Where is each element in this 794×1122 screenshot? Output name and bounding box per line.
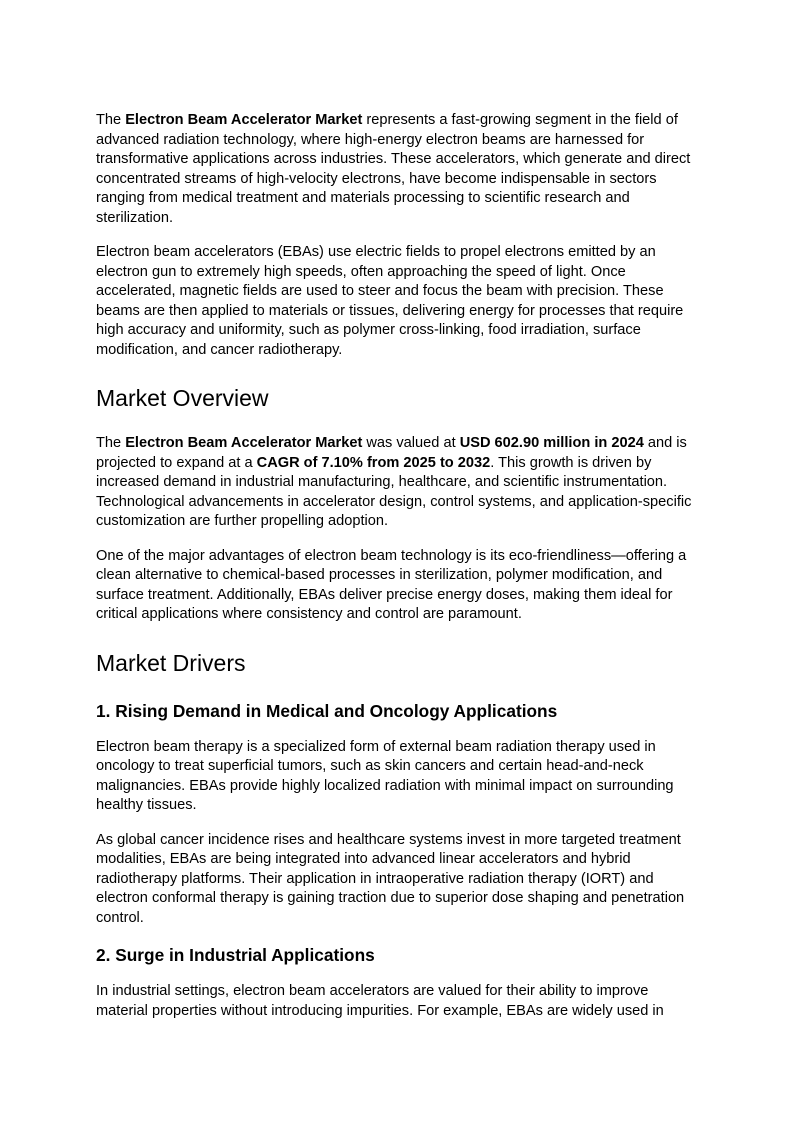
driver-2-paragraph-1: In industrial settings, electron beam accelerators are valued for their ability to improve material properties without introducing impurities. For example, EBAs are widely used in	[96, 983, 664, 1019]
text-run: represents a fast-growing segment in the field of advanced radiation technology, where high-energy electron beams are harnessed for transformative applications across industries. These accelerators, which generate and direct concentrated streams of high-velocity electrons, have become indispensable in sectors ranging from medical treatment and materials processing to scientific research and sterilization.	[96, 112, 691, 226]
text-run: The	[96, 112, 126, 128]
text-run: and is projected to expand at a	[96, 435, 687, 471]
text-run: . This growth is driven by increased demand in industrial manufacturing, healthcare, and scientific instrumentation. Technological advancements in accelerator design, control systems, and application-specific customization are further propelling adoption.	[96, 454, 692, 529]
text-run: was valued at	[362, 435, 460, 451]
overview-paragraph-1	[96, 434, 700, 532]
overview-paragraph-2: One of the major advantages of electron beam technology is its eco-friendliness—offering a clean alternative to chemical-based processes in sterilization, polymer modification, and surface treatment. Additionally, EBAs deliver precise energy doses, making them ideal for critical applications where consistency and control are paramount.	[96, 547, 687, 622]
driver-2-heading: 2. Surge in Industrial Applications	[96, 945, 375, 965]
bold-market-name: Electron Beam Accelerator Market	[125, 112, 363, 128]
document-body	[96, 111, 700, 1021]
driver-1-paragraph-2: As global cancer incidence rises and healthcare systems invest in more targeted treatment modalities, EBAs are being integrated into advanced linear accelerators and hybrid radiotherapy platforms. Their application in intraoperative radiation therapy (IORT) and electron conformal therapy is gaining traction due to superior dose shaping and penetration control.	[96, 831, 685, 926]
driver-1-paragraph-1: Electron beam therapy is a specialized form of external beam radiation therapy used in oncology to treat superficial tumors, such as skin cancers and certain head-and-neck malignancies. EBAs provide highly localized radiation with minimal impact on surrounding healthy tissues.	[96, 738, 674, 813]
market-overview-heading: Market Overview	[96, 385, 269, 411]
intro-paragraph-2: Electron beam accelerators (EBAs) use electric fields to propel electrons emitted by an electron gun to extremely high speeds, often approaching the speed of light. Once accelerated, magnetic fields are used to steer and focus the beam with precision. These beams are then applied to materials or tissues, delivering energy for processes that require high accuracy and uniformity, such as polymer cross-linking, food irradiation, surface modification, and cancer radiotherapy.	[96, 244, 684, 358]
intro-paragraph-1	[96, 111, 700, 228]
driver-1-heading: 1. Rising Demand in Medical and Oncology Applications	[96, 700, 558, 721]
text-run: The	[96, 435, 126, 451]
bold-market-name: Electron Beam Accelerator Market	[125, 435, 363, 451]
market-drivers-heading: Market Drivers	[96, 649, 246, 676]
bold-cagr: CAGR of 7.10% from 2025 to 2032	[256, 454, 491, 471]
bold-market-value: USD 602.90 million in 2024	[459, 435, 644, 451]
